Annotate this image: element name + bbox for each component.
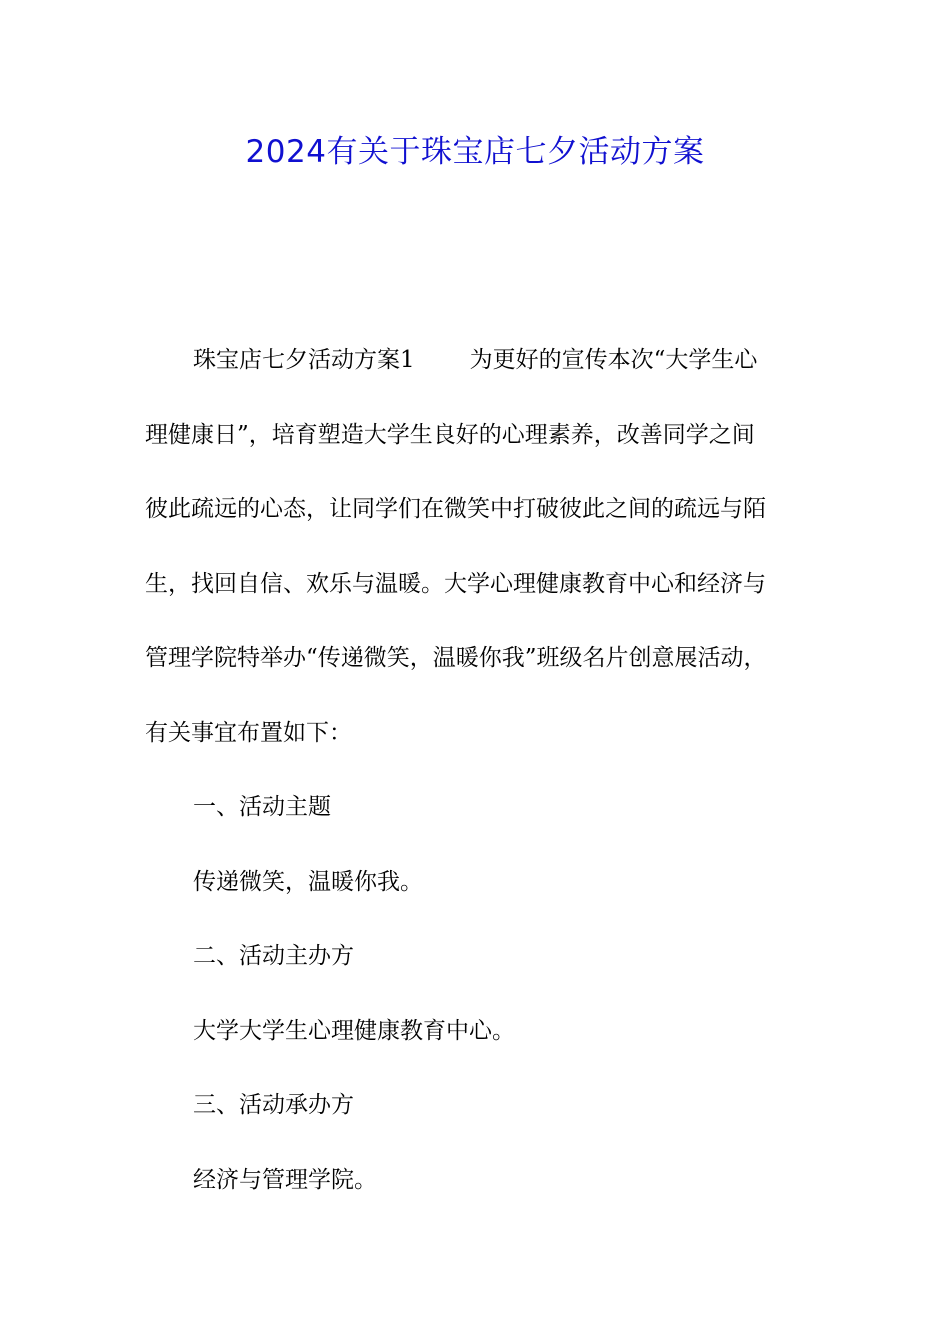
paragraph-line: 理健康日”，培育塑造大学生良好的心理素养，改善同学之间	[145, 422, 755, 448]
section-heading: 三、活动承办方	[193, 1092, 354, 1118]
section-content: 传递微笑，温暖你我。	[193, 869, 423, 895]
paragraph-line	[193, 342, 883, 378]
paragraph-text: 为更好的宣传本次“大学生心	[469, 347, 758, 373]
document-title: 2024有关于珠宝店七夕活动方案	[245, 134, 705, 170]
paragraph-line: 有关事宜布置如下：	[145, 720, 352, 746]
paragraph-line: 管理学院特举办“传递微笑，温暖你我”班级名片创意展活动，	[145, 645, 767, 671]
section-content: 大学大学生心理健康教育中心。	[193, 1018, 515, 1044]
section-content: 经济与管理学院。	[193, 1167, 377, 1193]
plan-heading: 珠宝店七夕活动方案1	[193, 347, 415, 373]
paragraph-line: 生，找回自信、欢乐与温暖。大学心理健康教育中心和经济与	[145, 571, 766, 597]
section-heading: 二、活动主办方	[193, 943, 354, 969]
section-heading: 一、活动主题	[193, 794, 331, 820]
paragraph-line: 彼此疏远的心态，让同学们在微笑中打破彼此之间的疏远与陌	[145, 496, 766, 522]
